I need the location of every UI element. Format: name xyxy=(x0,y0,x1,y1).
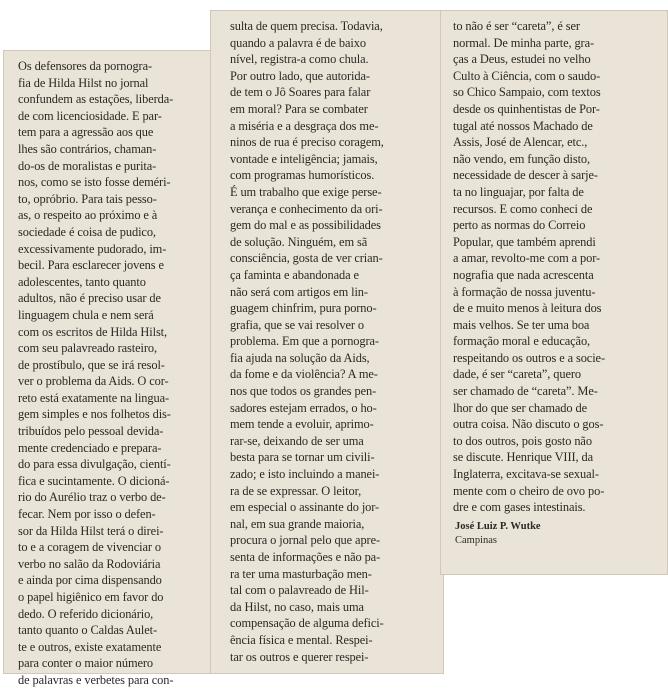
text-line: mem tende a evoluir, aprimo- xyxy=(230,417,374,432)
text-line: adultos, não é preciso usar de xyxy=(18,291,161,306)
text-line: desde os quinhentistas de Por- xyxy=(453,101,600,116)
text-line: mente credenciado e prepara- xyxy=(18,440,162,455)
text-line: ra ter uma masturbação men- xyxy=(230,566,372,581)
text-line: perto as normas do Correio xyxy=(453,218,586,233)
text-line: É um trabalho que exige perse- xyxy=(230,184,382,199)
text-line: grafia, que se vai resolver o xyxy=(230,317,365,332)
text-line: do para essa divulgação, cientí- xyxy=(18,457,171,472)
text-line: dade, é ser “careta”, quero xyxy=(453,367,582,382)
text-line: sadores estejam errados, o ho- xyxy=(230,400,377,415)
text-line: com programas humorísticos. xyxy=(230,168,375,183)
text-line: respeitando os outros e a socie- xyxy=(453,350,605,365)
text-line: verbo no salão da Rodoviária xyxy=(18,556,161,571)
text-line: lhes são contrários, chaman- xyxy=(18,141,157,156)
text-line: besta para se tornar um civili- xyxy=(230,450,375,465)
text-line: fecar. Nem por isso o defen- xyxy=(18,507,156,522)
text-line: fia de Hilda Hilst no jornal xyxy=(18,75,149,90)
text-line: não vendo, em função disto, xyxy=(453,151,591,166)
text-line: gem simples e nos folhetos dis- xyxy=(18,407,171,422)
text-line: com seu palavreado rasteiro, xyxy=(18,341,157,356)
text-line: fica e sucintamente. O dicioná- xyxy=(18,473,170,488)
text-line: e ainda por cima dispensando xyxy=(18,573,162,588)
text-line: tribuídos pelo pessoal devida- xyxy=(18,424,164,439)
letter-column-middle xyxy=(230,18,435,665)
text-line: ra de se expressar. O leitor, xyxy=(230,483,362,498)
text-line: do-os de moralistas e purita- xyxy=(18,158,157,173)
text-line: tar os outros e querer respei- xyxy=(230,649,369,664)
text-line: nível, registra-a como chula. xyxy=(230,52,369,67)
text-line: gem do mal e as possibilidades xyxy=(230,218,381,233)
text-line: reto está exatamente na lingua- xyxy=(18,390,170,405)
text-line: so Chico Sampaio, com textos xyxy=(453,85,601,100)
text-line: em moral? Para se combater xyxy=(230,101,368,116)
text-line: vontade e inteligência; jamais, xyxy=(230,151,378,166)
text-line: Por outro lado, que autorida- xyxy=(230,68,370,83)
text-line: de tem o Jô Soares para falar xyxy=(230,85,371,100)
text-line: lhor do que ser chamado de xyxy=(453,400,587,415)
text-line: sociedade é coisa de pudico, xyxy=(18,224,156,239)
text-line: nografia que nada acrescenta xyxy=(453,267,594,282)
text-line: normal. De minha parte, gra- xyxy=(453,35,595,50)
text-line: ta no linguajar, por falta de xyxy=(453,184,584,199)
text-line: compensação de alguma defici- xyxy=(230,616,384,631)
text-line: verança e conhecimento da ori- xyxy=(230,201,383,216)
text-line: zado; e isto incluindo a manei- xyxy=(230,467,380,482)
text-line: o papel higiênico em favor do xyxy=(18,590,164,604)
text-line: problema. Em que a pornogra- xyxy=(230,334,379,349)
text-line: a amar, revolto-me com a por- xyxy=(453,251,601,266)
text-line: outra coisa. Não discuto o gos- xyxy=(453,417,604,432)
text-line: confundem as estações, liberda- xyxy=(18,92,174,107)
text-line: to, opróbrio. Para tais pesso- xyxy=(18,191,157,206)
text-line: necessidade de descer à sarje- xyxy=(453,168,598,183)
text-line: tal com o palavreado de Hil- xyxy=(230,583,369,598)
text-line: mente com o cheiro de ovo po- xyxy=(453,483,605,498)
text-line: linguagem chula e nem será xyxy=(18,307,154,322)
text-line: te e outros, existe exatamente xyxy=(18,639,162,654)
text-line: rar-se, deixando de ser uma xyxy=(230,433,364,448)
text-line: da fome e da violência? A me- xyxy=(230,367,378,382)
text-line: to e a coragem de vivenciar o xyxy=(18,540,161,555)
text-line: mais velhos. Se ter uma boa xyxy=(453,317,590,332)
text-line: nos, como se isto fosse deméri- xyxy=(18,175,171,190)
text-line: fia ajuda na solução da Aids, xyxy=(230,350,370,365)
text-line: to dos outros, pois gosto não xyxy=(453,433,592,448)
text-line: de prostíbulo, que se irá resol- xyxy=(18,357,165,372)
text-line: rio do Aurélio traz o verbo de- xyxy=(18,490,166,505)
letter-author: José Luiz P. Wutke xyxy=(455,521,541,532)
text-line: procura o jornal pelo que apre- xyxy=(230,533,380,548)
letter-city: Campinas xyxy=(455,535,497,546)
text-line: de solução. Ninguém, em sã xyxy=(230,234,368,249)
text-line: becil. Para esclarecer jovens e xyxy=(18,258,164,273)
text-line: Culto à Ciência, com o saudo- xyxy=(453,68,601,83)
text-line: quando a palavra é de baixo xyxy=(230,35,366,50)
text-line: ça faminta e abandonada e xyxy=(230,267,359,282)
text-line: em especial o assinante do jor- xyxy=(230,500,380,515)
text-line: tugal até nossos Machado de xyxy=(453,118,593,133)
text-line: recursos. E como conheci de xyxy=(453,201,593,216)
text-line: tanto quanto o Caldas Aulet- xyxy=(18,623,157,638)
text-line: Assis, José de Alencar, etc., xyxy=(453,135,588,150)
text-line: a miséria e a desgraça dos me- xyxy=(230,118,379,133)
text-line: para conter o maior número xyxy=(18,656,154,671)
text-line: se discute. Henrique VIII, da xyxy=(453,450,594,465)
text-line: senta de informações e não pa- xyxy=(230,550,381,564)
text-line: ver o problema da Aids. O cor- xyxy=(18,374,169,389)
text-line: consciência, gosta de ver crian- xyxy=(230,251,383,266)
text-line: as, o respeito ao próximo e à xyxy=(18,208,158,223)
text-line: sulta de quem precisa. Todavia, xyxy=(230,19,383,33)
text-line: não será com artigos em lin- xyxy=(230,284,368,299)
text-line: nos que todos os grandes pen- xyxy=(230,384,377,399)
text-line: Os defensores da pornogra- xyxy=(18,59,152,73)
text-line: de palavras e verbetes para con- xyxy=(18,672,174,687)
text-line: guagem chinfrim, pura porno- xyxy=(230,301,377,316)
text-line: dre e com gases intestinais. xyxy=(453,500,586,515)
text-line: Popular, que também aprendi xyxy=(453,234,596,249)
text-line: de com licenciosidade. E par- xyxy=(18,108,162,123)
text-line: ser chamado de “careta”. Me- xyxy=(453,384,598,399)
text-line: to não é ser “careta”, é ser xyxy=(453,19,580,33)
text-line: ças a Deus, estudei no velho xyxy=(453,52,591,67)
text-line: da Hilst, no caso, mais uma xyxy=(230,599,364,614)
text-line: de e muito menos à leitura dos xyxy=(453,301,602,316)
text-line: excessivamente pudorado, im- xyxy=(18,241,167,256)
text-line: tem para a agressão aos que xyxy=(18,125,154,140)
text-line: Inglaterra, excitava-se sexual- xyxy=(453,467,599,482)
text-line: adolescentes, tanto quanto xyxy=(18,274,146,289)
text-line: dedo. O referido dicionário, xyxy=(18,606,154,621)
letter-column-right xyxy=(453,18,658,516)
text-line: ninos de rua é preciso coragem, xyxy=(230,135,384,150)
text-line: ência física e mental. Respei- xyxy=(230,632,373,647)
text-line: à formação de nossa juventu- xyxy=(453,284,596,299)
letter-column-left xyxy=(18,58,216,689)
text-line: formação moral e educação, xyxy=(453,334,591,349)
text-line: com os escritos de Hilda Hilst, xyxy=(18,324,168,339)
text-line: sor da Hilda Hilst terá o direi- xyxy=(18,523,164,538)
text-line: nal, em sua grande maioria, xyxy=(230,516,365,531)
